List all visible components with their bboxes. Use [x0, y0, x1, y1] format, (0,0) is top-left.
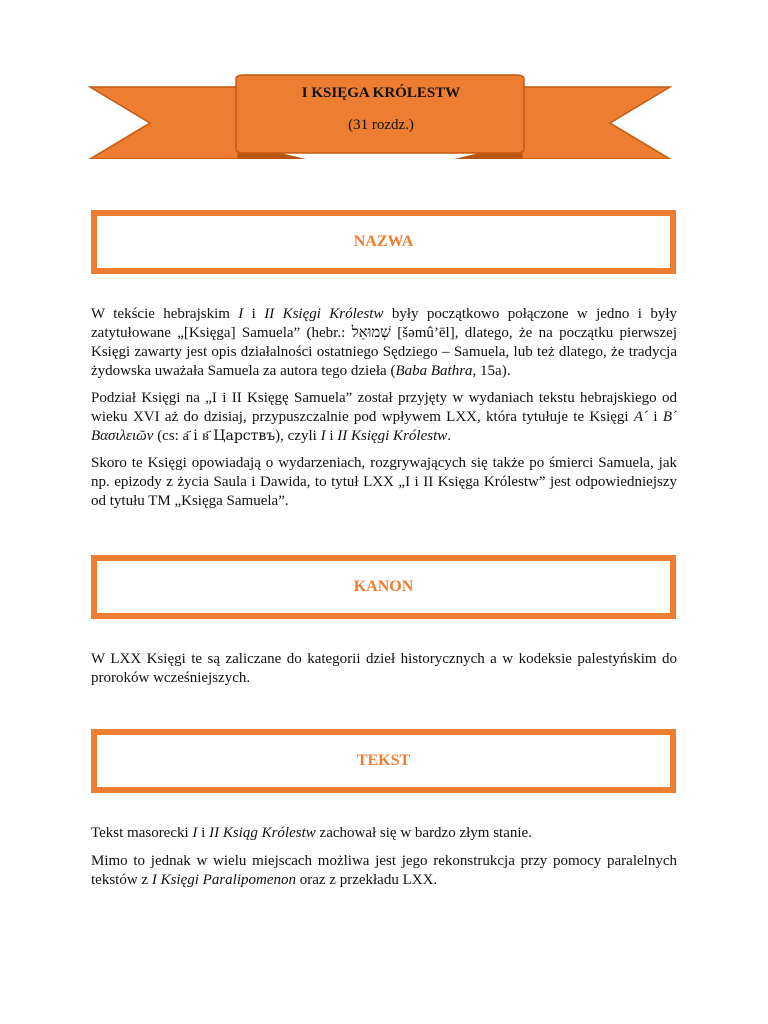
section-heading-tekst [91, 729, 676, 793]
section-heading-label: NAZWA [353, 233, 414, 250]
chapter-count: (31 rozdz.) [348, 117, 414, 133]
section-heading-label: TEKST [356, 752, 411, 769]
paragraph: W tekście hebrajskim I i II Księgi Królestw były początkowo połączone w jedno i były zatytułowane „[Księga] Samuela” (hebr.: שְׁמוּאֵל [šəmû’ēl], dlatego, że na początku pierwszej Księgi zawarty jest opis działalności ostatniego Sędziego – Samuela, lub też dlatego, że tradycja żydowska uważała Samuela za autora tego dzieła (Baba Bathra, 15a). [91, 306, 678, 379]
hebrew-word: שְׁמוּאֵל [351, 325, 391, 341]
book-title: I KSIĘGA KRÓLESTW [301, 85, 461, 101]
church-slavonic-title: а҃ і в҃ Царствъ [182, 428, 276, 444]
section-heading-label: KANON [353, 578, 414, 595]
section-body-kanon [91, 650, 677, 696]
paragraph: Tekst masorecki I i II Ksiąg Królestw zachował się w bardzo złym stanie. [91, 825, 532, 841]
paragraph: Skoro te Księgi opowiadają o wydarzeniach, rozgrywających się także po śmierci Samuela, jak np. epizody z życia Saula i Dawida, to tytuł LXX „I i II Księga Królestw” jest odpowiedniejszy od tytułu TM „Księga Samuela”. [91, 455, 677, 509]
section-heading-nazwa [91, 210, 676, 274]
paragraph: Podział Księgi na „I i II Księgę Samuela” został przyjęty w wydaniach tekstu hebrajskiego od wieku XVI aż do dzisiaj, przypuszczalnie pod wpływem LXX, która tytułuje te Księgi A´ i B´ Βασιλειῶν (cs: а҃ і в҃ Царствъ), czyli I i II Księgi Królestw. [91, 390, 677, 444]
section-body-tekst [91, 824, 677, 898]
paragraph: Mimo to jednak w wielu miejscach możliwa jest jego rekonstrukcja przy pomocy paralelnych tekstów z I Księgi Paralipomenon oraz z przekładu LXX. [91, 853, 677, 888]
section-heading-kanon [91, 555, 676, 619]
section-body-nazwa [91, 305, 677, 519]
title-banner [88, 73, 672, 159]
paragraph: W LXX Księgi te są zaliczane do kategorii dzieł historycznych a w kodeksie palestyńskim do proroków wcześniejszych. [91, 651, 677, 686]
